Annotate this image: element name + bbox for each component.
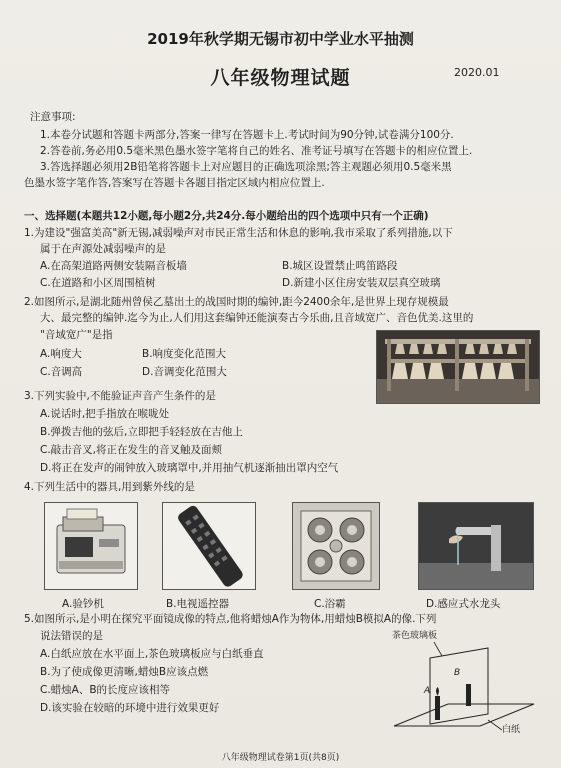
q2-option-b: B.响度变化范围大 — [142, 348, 227, 360]
q1-option-a: A.在高架道路两侧安装隔音板墙 — [40, 260, 187, 272]
sensor-faucet-photo — [418, 502, 534, 590]
q4-option-c: C.浴霸 — [314, 598, 346, 610]
q4-stem: 4.下列生活中的器具,用到紫外线的是 — [24, 481, 195, 493]
white-paper-label: 白纸 — [502, 725, 521, 735]
q1-option-b: B.城区设置禁止鸣笛路段 — [282, 260, 398, 272]
q5-option-d: D.该实验在较暗的环境中进行效果更好 — [40, 702, 220, 714]
q3-stem: 3.下列实验中,不能验证声音产生条件的是 — [24, 390, 216, 402]
q2-stem-line-2: 大、最完整的编钟.迄今为止,人们用这套编钟还能演奏古今乐曲,且音域宽广、音色优美.这里的 — [40, 312, 474, 324]
q4-option-a: A.验钞机 — [62, 598, 104, 610]
q1-stem-line-2: 属于在声源处减弱噪声的是 — [40, 243, 166, 255]
page-footer: 八年级物理试卷第1页(共8页) — [221, 753, 340, 763]
notes-line-3: 3.答选择题必须用2B铅笔将答题卡上对应题目的正确选项涂黑;答主观题必须用0.5毫米黑 — [40, 161, 452, 173]
candle-a-label: A — [424, 686, 431, 696]
bianzhong-bells-photo — [376, 330, 540, 404]
notes-line-2: 2.答卷前,务必用0.5毫米黑色墨水签字笔将自己的姓名、准考证号填写在答题卡的相应位置上. — [40, 145, 473, 157]
q3-option-b: B.弹拨吉他的弦后,立即把手轻轻放在吉他上 — [40, 426, 243, 438]
notes-line-4: 色墨水签字笔作答,答案写在答题卡各题目指定区域内相应位置上. — [24, 177, 325, 189]
glass-plate-label: 茶色玻璃板 — [392, 631, 438, 641]
mirror-experiment-diagram — [384, 631, 544, 744]
q2-stem-line-1: 2.如图所示,是湖北随州曾侯乙墓出土的战国时期的编钟,距今2400余年,是世界上现存规模最 — [24, 296, 449, 308]
q1-stem-line-1: 1.为建设"强富美高"新无锡,减弱噪声对市民正常生活和休息的影响,我市采取了系列措施,以下 — [24, 227, 453, 239]
bath-heater-photo — [292, 502, 380, 590]
q3-option-c: C.敲击音叉,将正在发生的音叉触及面颊 — [40, 444, 223, 456]
notes-line-1: 1.本卷分试题和答题卡两部分,答案一律写在答题卡上.考试时间为90分钟,试卷满分100分. — [40, 129, 454, 141]
q5-stem-line-2: 说法错误的是 — [40, 630, 103, 642]
q2-option-d: D.音调变化范围大 — [142, 366, 227, 378]
q1-option-c: C.在道路和小区周围植树 — [40, 277, 156, 289]
exam-title: 2019年秋学期无锡市初中学业水平抽测 — [147, 30, 414, 48]
q4-option-b: B.电视遥控器 — [166, 598, 230, 610]
q2-option-c: C.音调高 — [40, 366, 83, 378]
tv-remote-photo — [162, 502, 256, 590]
q2-option-a: A.响度大 — [40, 348, 82, 360]
money-counter-photo — [44, 502, 138, 590]
q1-option-d: D.新建小区住房安装双层真空玻璃 — [282, 277, 441, 289]
q5-option-b: B.为了使成像更清晰,蜡烛B应该点燃 — [40, 666, 209, 678]
exam-subtitle: 八年级物理试题 — [210, 67, 351, 89]
q5-option-a: A.白纸应放在水平面上,茶色玻璃板应与白纸垂直 — [40, 648, 264, 660]
q4-option-d: D.感应式水龙头 — [426, 598, 501, 610]
candle-b-label: B — [454, 668, 461, 678]
q5-option-c: C.蜡烛A、B的长度应该相等 — [40, 684, 171, 696]
q2-stem-line-3: "音域宽广"是指 — [40, 329, 113, 341]
q3-option-a: A.说话时,把手指放在喉咙处 — [40, 408, 170, 420]
q5-stem-line-1: 5.如图所示,是小明在探究平面镜成像的特点,他将蜡烛A作为物体,用蜡烛B模拟A的像.下列 — [24, 613, 437, 625]
section-heading: 一、选择题(本题共12小题,每小题2分,共24分.每小题给出的四个选项中只有一个正确) — [24, 210, 429, 222]
q3-option-d: D.将正在发声的闹钟放入玻璃罩中,并用抽气机逐渐抽出罩内空气 — [40, 462, 339, 474]
notes-heading: 注意事项: — [30, 111, 76, 123]
exam-date: 2020.01 — [454, 66, 500, 79]
